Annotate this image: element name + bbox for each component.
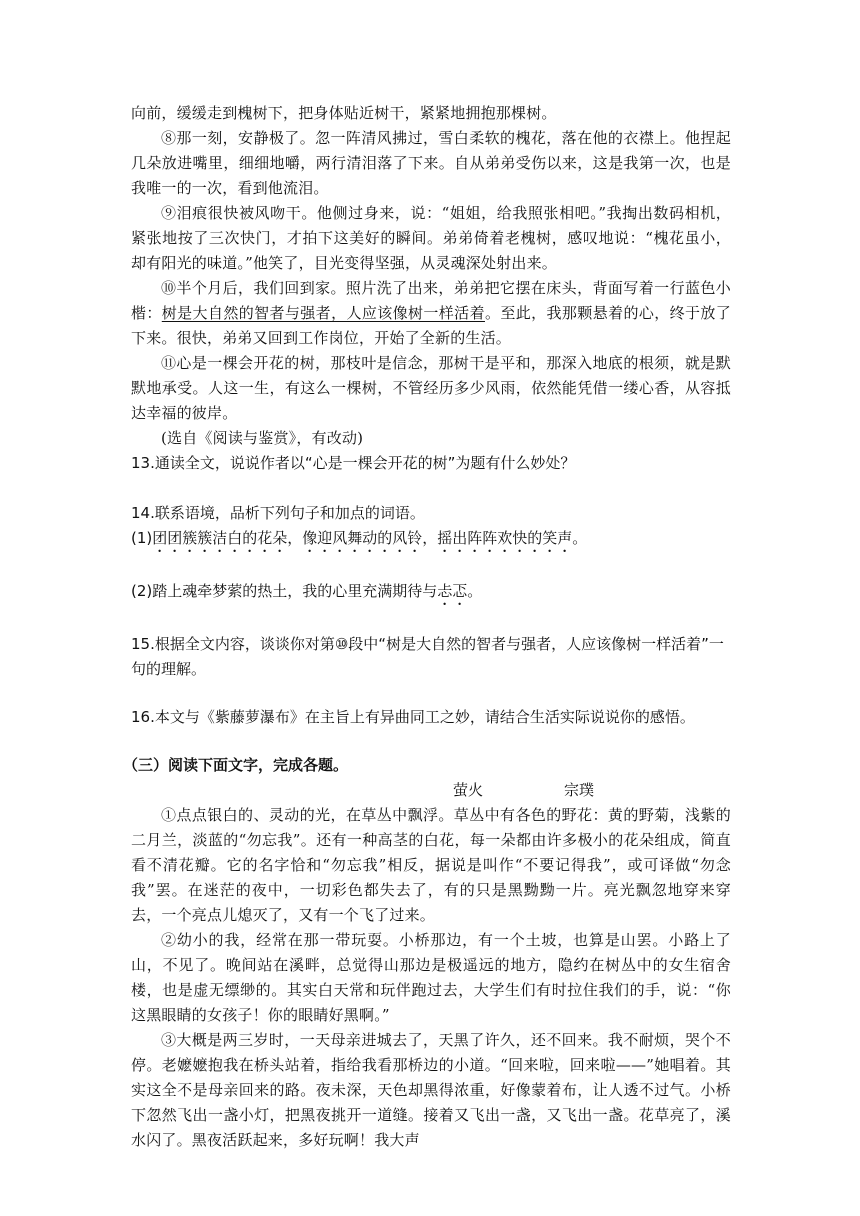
underlined-sentence: 树是大自然的智者与强者，人应该像树一样活着 (161, 304, 485, 322)
paragraph-10-part-b: 。至此，我那颗悬着的心，终于放了下来。很快，弟弟又回到工作岗位，开始了全新的生活。 (131, 304, 732, 347)
article-author: 宗璞 (564, 781, 595, 799)
document-content (123, 101, 732, 1153)
story-paragraph-11: ⑪心是一棵会开花的树，那枝叶是信念，那树干是平和，那深入地底的根须，就是默默地承受。人这一生，有这么一棵树，不管经历多少风雨，依然能凭借一缕心香，从容抵达幸福的彼岸。 (131, 354, 731, 422)
item-end: 。 (467, 582, 483, 600)
section-heading: （三）阅读下面文字，完成各题。 (123, 756, 349, 774)
answer-space (131, 556, 731, 579)
dotted-word: 忐忑 (437, 582, 468, 600)
paragraph-10-part-a: ⑩半个月后，我们回到家。照片洗了出来，弟弟把它摆在床头，背面写着一行蓝色小楷： (131, 279, 731, 322)
answer-space (131, 609, 731, 632)
item-text: (2)踏上魂牵梦萦的热土，我的心里充满期待与 (131, 582, 438, 600)
question-14-item-1 (131, 526, 731, 556)
item-number: (1) (131, 529, 153, 547)
answer-space (131, 682, 731, 705)
article-paragraph-1: ①点点银白的、灵动的光，在草丛中飘浮。草丛中有各色的野花：黄的野菊，浅紫的二月兰，淡蓝的“勿忘我”。还有一种高茎的白花，每一朵都由许多极小的花朵组成，简直看不清花瓣。它的名字恰和“勿忘我”相反，据说是叫作“不要记得我”，或可译做“勿念我”罢。在迷茫的夜中，一切彩色都失去了，有的只是黑黝黝一片。亮光飘忽地穿来穿去，一个亮点儿熄灭了，又有一个飞了过来。 (131, 806, 731, 924)
item-end: 。 (572, 529, 588, 547)
article-title-line (131, 778, 731, 803)
answer-space (131, 476, 731, 501)
dotted-text: 团团簇簇洁白的花朵，像迎风舞动的风铃，摇出阵阵欢快的笑声 (152, 529, 573, 547)
question-15: 15.根据全文内容，谈谈你对第⑩段中“树是大自然的智者与强者，人应该像树一样活着”一句的理解。 (131, 635, 724, 678)
article-paragraph-2: ②幼小的我，经常在那一带玩耍。小桥那边，有一个土坡，也算是山罢。小路上了山，不见了。晚间站在溪畔，总觉得山那边是极遥远的地方，隐约在树丛中的女生宿舍楼，也是虚无缥缈的。其实白天常和玩伴跑过去，大学生们有时拉住我们的手，说：“你这黑眼睛的女孩子！你的眼睛好黑啊。” (131, 931, 731, 1024)
article-title: 萤火 (453, 781, 484, 799)
question-16: 16.本文与《紫藤萝瀑布》在主旨上有异曲同工之妙，请结合生活实际说说你的感悟。 (131, 708, 695, 726)
answer-space (131, 730, 731, 753)
story-paragraph-continued: 向前，缓缓走到槐树下，把身体贴近树干，紧紧地拥抱那棵树。 (131, 104, 557, 122)
story-paragraph-10 (131, 276, 731, 351)
story-paragraph-9: ⑨泪痕很快被风吻干。他侧过身来，说：“姐姐，给我照张相吧。”我掏出数码相机，紧张地按了三次快门，才拍下这美好的瞬间。弟弟倚着老槐树，感叹地说：“槐花虽小，却有阳光的味道。”他笑了，目光变得坚强，从灵魂深处射出来。 (131, 204, 731, 272)
question-13: 13.通读全文，说说作者以“心是一棵会开花的树”为题有什么妙处？ (131, 454, 576, 472)
story-paragraph-8: ⑧那一刻，安静极了。忽一阵清风拂过，雪白柔软的槐花，落在他的衣襟上。他捏起几朵放进嘴里，细细地嚼，两行清泪落了下来。自从弟弟受伤以来，这是我第一次，也是我唯一的一次，看到他流泪。 (131, 129, 731, 197)
article-paragraph-3: ③大概是两三岁时，一天母亲进城去了，天黑了许久，还不回来。我不耐烦，哭个不停。老嬷嬷抱我在桥头站着，指给我看那桥边的小道。“回来啦，回来啦——”她唱着。其实这全不是母亲回来的路。夜未深，天色却黑得浓重，好像蒙着布，让人透不过气。小桥下忽然飞出一盏小灯，把黑夜挑开一道缝。接着又飞出一盏，又飞出一盏。花草亮了，溪水闪了。黑夜活跃起来，多好玩啊！我大声 (131, 1031, 731, 1149)
question-14: 14.联系语境，品析下列句子和加点的词语。 (131, 504, 425, 522)
source-note: (选自《阅读与鉴赏》，有改动) (161, 429, 364, 447)
question-14-item-2 (131, 579, 731, 609)
